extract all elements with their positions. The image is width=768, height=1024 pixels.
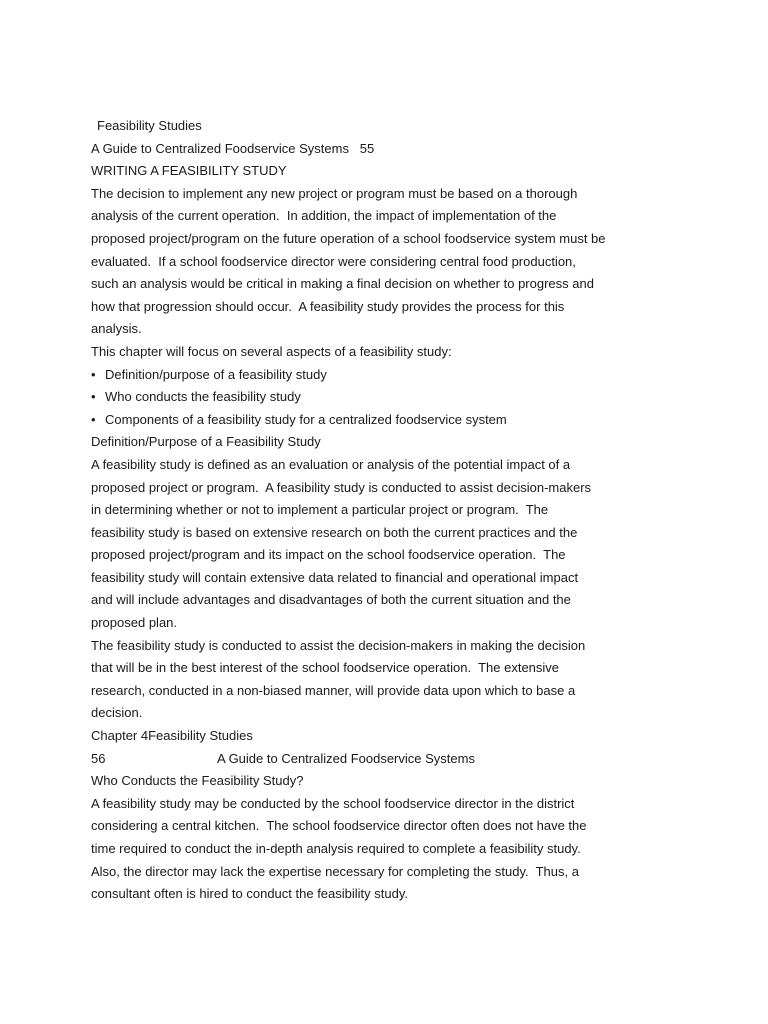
paragraph-line: that will be in the best interest of the school foodservice operation. The extensive: [91, 660, 560, 676]
chapter-line: Chapter 4Feasibility Studies: [91, 728, 253, 744]
paragraph-line: feasibility study will contain extensive data related to financial and operational impact: [91, 569, 579, 585]
running-title: Feasibility Studies: [97, 118, 202, 133]
paragraph-line: research, conducted in a non-biased manner, will provide data upon which to base a: [91, 682, 576, 698]
document-body: [91, 115, 691, 906]
list-item: [91, 364, 691, 387]
paragraph-line: how that progression should occur. A feasibility study provides the process for this: [91, 298, 565, 314]
intro-paragraph: [91, 183, 691, 341]
list-item: [91, 409, 691, 432]
list-item-text: Who conducts the feasibility study: [105, 389, 301, 405]
paragraph-line: decision.: [91, 705, 143, 721]
page-reference: [91, 748, 691, 771]
guide-title-line: A Guide to Centralized Foodservice Systems 55: [91, 140, 375, 156]
paragraph-line: Also, the director may lack the expertise necessary for completing the study. Thus, a: [91, 863, 579, 879]
section-heading: WRITING A FEASIBILITY STUDY: [91, 163, 287, 179]
paragraph-line: considering a central kitchen. The school foodservice director often does not have the: [91, 818, 587, 834]
who-paragraph: [91, 793, 691, 906]
paragraph-line: proposed project/program and its impact on the school foodservice operation. The: [91, 547, 566, 563]
paragraph-line: analysis of the current operation. In addition, the impact of implementation of the: [91, 208, 557, 224]
who-heading: Who Conducts the Feasibility Study?: [91, 773, 304, 789]
list-item-text: Definition/purpose of a feasibility study: [105, 366, 327, 382]
decision-paragraph: [91, 635, 691, 725]
paragraph-line: The decision to implement any new project or program must be based on a thorough: [91, 185, 578, 201]
paragraph-line: The feasibility study is conducted to assist the decision-makers in making the decision: [91, 637, 586, 653]
paragraph-line: evaluated. If a school foodservice director were considering central food production,: [91, 253, 576, 269]
bullet-icon: •: [91, 389, 96, 405]
paragraph-line: in determining whether or not to implement a particular project or program. The: [91, 502, 549, 518]
paragraph-line: A feasibility study may be conducted by the school foodservice director in the district: [91, 795, 575, 811]
bullet-list: [91, 364, 691, 432]
paragraph-line: time required to conduct the in-depth analysis required to complete a feasibility study.: [91, 841, 581, 856]
paragraph-line: proposed project or program. A feasibility study is conducted to assist decision-makers: [91, 479, 592, 495]
page-number: 56: [91, 750, 106, 766]
bullet-icon: •: [91, 366, 96, 382]
paragraph-line: proposed plan.: [91, 615, 178, 631]
bullet-icon: •: [91, 411, 96, 427]
paragraph-line: proposed project/program on the future operation of a school foodservice system must be: [91, 230, 606, 246]
definition-heading: Definition/Purpose of a Feasibility Study: [91, 434, 321, 450]
page-ref-title: A Guide to Centralized Foodservice Systems: [217, 750, 475, 766]
list-item: [91, 386, 691, 409]
paragraph-line: such an analysis would be critical in making a final decision on whether to progress and: [91, 276, 594, 292]
paragraph-line: consultant often is hired to conduct the feasibility study.: [91, 886, 408, 902]
paragraph-line: A feasibility study is defined as an evaluation or analysis of the potential impact of a: [91, 456, 571, 472]
definition-paragraph: [91, 454, 691, 635]
paragraph-line: analysis.: [91, 321, 142, 337]
focus-intro: This chapter will focus on several aspects of a feasibility study:: [91, 343, 452, 359]
paragraph-line: and will include advantages and disadvantages of both the current situation and the: [91, 592, 571, 608]
list-item-text: Components of a feasibility study for a centralized foodservice system: [105, 411, 507, 427]
paragraph-line: feasibility study is based on extensive research on both the current practices and the: [91, 524, 578, 540]
